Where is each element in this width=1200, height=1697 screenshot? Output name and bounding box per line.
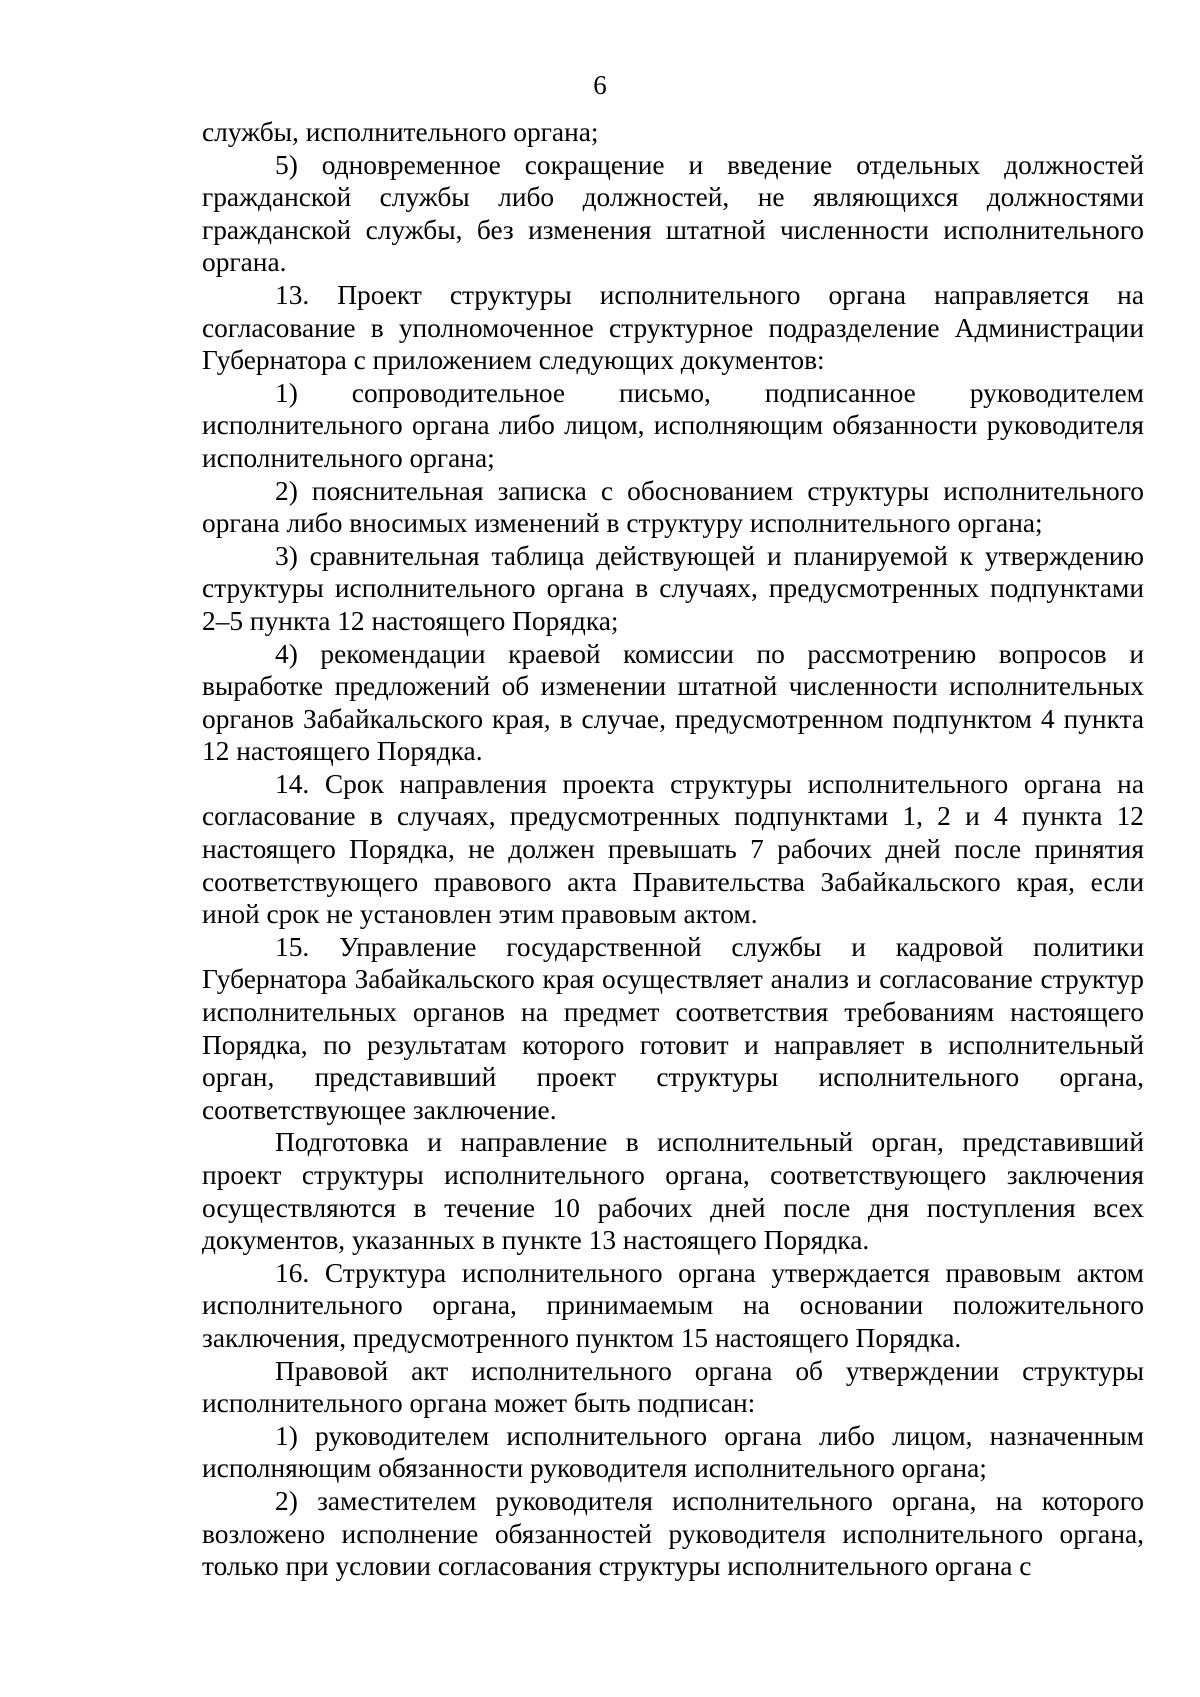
paragraph-item-4: 4) рекомендации краевой комиссии по рассмотрению вопросов и выработке предложений об изменении штатной численности исполнительных органов Забайкальского края, в случае, предусмотренном подпунктом 4 пункта 12 настоящего Порядка. xyxy=(202,638,1144,767)
page-number: 6 xyxy=(593,70,607,100)
paragraph-item-3: 3) сравнительная таблица действующей и планируемой к утверждению структуры исполнительного органа в случаях, предусмотренных подпунктами 2–5 пункта 12 настоящего Порядка; xyxy=(202,540,1144,636)
document-body xyxy=(202,116,1144,1583)
paragraph-signer-2: 2) заместителем руководителя исполнительного органа, на которого возложено исполнение обязанностей руководителя исполнительного органа, только при условии согласования структуры исполнительного органа с xyxy=(202,1485,1144,1582)
paragraph-signer-1: 1) руководителем исполнительного органа либо лицом, назначенным исполняющим обязанности руководителя исполнительного органа; xyxy=(202,1420,1144,1484)
paragraph-item-5: 5) одновременное сокращение и введение отдельных должностей гражданской службы либо должностей, не являющихся должностями гражданской службы, без изменения штатной численности исполнительного органа. xyxy=(202,149,1144,278)
paragraph-clause-15-continued: Подготовка и направление в исполнительный орган, представивший проект структуры исполнительного органа, соответствующего заключения осуществляются в течение 10 рабочих дней после дня поступления всех документов, указанных в пункте 13 настоящего Порядка. xyxy=(202,1127,1144,1256)
paragraph-clause-15: 15. Управление государственной службы и кадровой политики Губернатора Забайкальского края осуществляет анализ и согласование структур исполнительных органов на предмет соответствия требованиям настоящего Порядка, по результатам которого готовит и направляет в исполнительный орган, представивший проект структуры исполнительного органа, соответствующее заключение. xyxy=(202,931,1144,1125)
paragraph-clause-13: 13. Проект структуры исполнительного органа направляется на согласование в уполномоченное структурное подразделение Администрации Губернатора с приложением следующих документов: xyxy=(202,279,1144,376)
paragraph-continuation: службы, исполнительного органа; xyxy=(202,117,599,147)
paragraph-item-1: 1) сопроводительное письмо, подписанное руководителем исполнительного органа либо лицом, исполняющим обязанности руководителя исполнительного органа; xyxy=(202,377,1144,473)
paragraph-legal-act-signing: Правовой акт исполнительного органа об утверждении структуры исполнительного органа может быть подписан: xyxy=(202,1355,1144,1419)
paragraph-item-2: 2) пояснительная записка с обоснованием структуры исполнительного органа либо вносимых изменений в структуру исполнительного органа; xyxy=(202,475,1144,539)
paragraph-clause-16: 16. Структура исполнительного органа утверждается правовым актом исполнительного органа, принимаемым на основании положительного заключения, предусмотренного пунктом 15 настоящего Порядка. xyxy=(202,1257,1144,1353)
paragraph-clause-14: 14. Срок направления проекта структуры исполнительного органа на согласование в случаях, предусмотренных подпунктами 1, 2 и 4 пункта 12 настоящего Порядка, не должен превышать 7 рабочих дней после принятия соответствующего правового акта Правительства Забайкальского края, если иной срок не установлен этим правовым актом. xyxy=(202,768,1144,930)
